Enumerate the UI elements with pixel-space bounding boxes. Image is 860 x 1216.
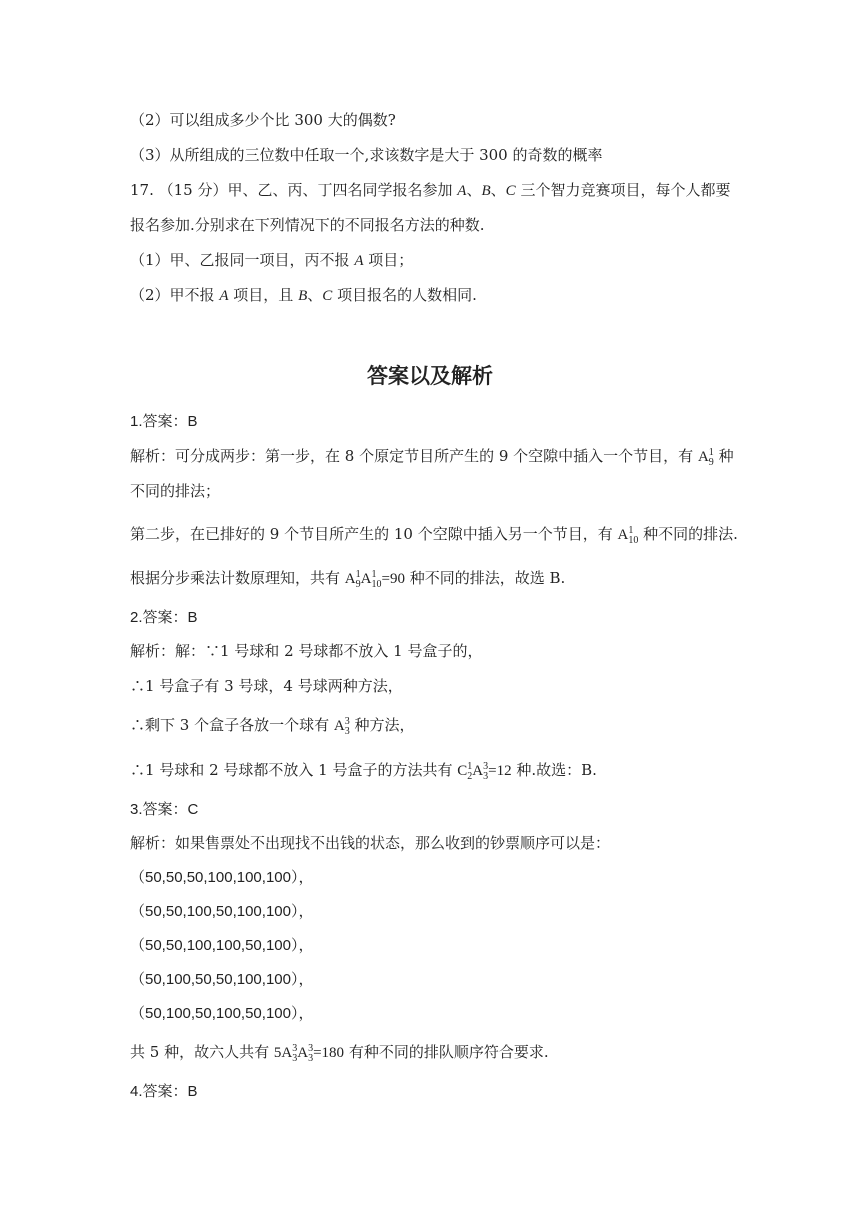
- a1-l3-pre: 第二步，在已排好的 9 个节目所产生的 10 个空隙中插入另一个节目，有: [130, 525, 613, 543]
- answer-3-sequence-2: （50,50,100,50,100,100），: [130, 903, 314, 920]
- q17-1-pre: （1）甲、乙报同一项目，丙不报: [130, 251, 350, 269]
- permutation-product-formula: $A^1_9A^1_{10}$: [344, 569, 382, 590]
- a3-last-post: 有种不同的排队顺序符合要求.: [348, 1043, 549, 1061]
- question-17-part-2: （2）甲不报 A 项目，且 B、C 项目报名的人数相同.: [130, 286, 477, 304]
- permutation-product-formula: $5A^3_3A^3_3$: [273, 1043, 314, 1064]
- answer-3-sequence-4: （50,100,50,50,100,100），: [130, 971, 314, 988]
- a1-l3-post: 种不同的排法.: [643, 525, 738, 543]
- answer-3-sequence-5: （50,100,50,100,50,100），: [130, 1005, 314, 1022]
- question-16-part-3: （3）从所组成的三位数中任取一个,求该数字是大于 300 的奇数的概率: [130, 146, 603, 164]
- question-17-part-1: [130, 250, 413, 270]
- question-17-stem-line-2: 报名参加.分别求在下列情况下的不同报名方法的种数.: [130, 216, 485, 234]
- question-17-text-1: （15 分）甲、乙、丙、丁四名同学报名参加: [158, 181, 453, 199]
- q17-1-item-a: A: [354, 253, 364, 269]
- item-b: B: [481, 183, 491, 199]
- answer-2-line-2: ∴1 号盒子有 3 号球，4 号球两种方法，: [130, 677, 403, 695]
- answer-4-label: 4.答案：B: [130, 1083, 198, 1100]
- a2-l3-post: 种方法，: [354, 716, 415, 734]
- answer-2-label: 2.答案：B: [130, 609, 198, 626]
- q17-2-item-c: C: [322, 288, 333, 304]
- q17-2-pre: （2）甲不报: [130, 286, 215, 304]
- a2-l3-pre: ∴剩下 3 个盒子各放一个球有: [130, 716, 330, 734]
- answer-3-label: 3.答案：C: [130, 801, 199, 818]
- q17-2-item-b: B: [298, 288, 308, 304]
- a3-result: =180: [313, 1045, 345, 1061]
- permutation-formula: $A^3_3$: [333, 716, 350, 737]
- q17-1-post: 项目；: [368, 251, 414, 269]
- answer-3-sequence-3: （50,50,100,100,50,100），: [130, 937, 314, 954]
- question-17-text-2: 三个智力竞赛项目，每个人都要: [520, 181, 731, 199]
- answers-heading: 答案以及解析: [367, 364, 493, 388]
- answer-2-line-3: [130, 715, 415, 735]
- permutation-formula: $A^1_{10}$: [617, 525, 639, 546]
- question-16-part-2: （2）可以组成多少个比 300 大的偶数?: [130, 111, 396, 129]
- answer-2-line-1: 解析：解：∵1 号球和 2 号球都不放入 1 号盒子的，: [130, 642, 483, 660]
- item-c: C: [505, 183, 516, 199]
- a1-l4-post: 种不同的排法，故选 B.: [409, 569, 566, 587]
- answer-1-label: 1.答案：B: [130, 413, 198, 430]
- item-a: A: [457, 183, 467, 199]
- answer-1-line-3: [130, 524, 738, 544]
- a1-l1-post: 种: [718, 447, 734, 465]
- a1-result: =90: [381, 571, 405, 587]
- a1-l1-pre: 解析：可分成两步：第一步，在 8 个原定节目所产生的 9 个空隙中插入一个节目，有: [130, 447, 694, 465]
- answer-1-line-2: 不同的排法；: [130, 482, 221, 500]
- a2-l4-post: 种.故选：B.: [516, 761, 597, 779]
- answer-3-line-1: 解析：如果售票处不出现找不出钱的状态，那么收到的钞票顺序可以是：: [130, 834, 611, 852]
- a3-last-pre: 共 5 种，故六人共有: [130, 1043, 270, 1061]
- q17-2-post: 项目报名的人数相同.: [337, 286, 477, 304]
- q17-2-mid: 项目，且: [233, 286, 294, 304]
- combination-formula: $C^1_2A^3_3$: [457, 761, 489, 782]
- permutation-formula: $A^1_9$: [697, 447, 714, 468]
- question-17-number: 17.: [130, 181, 154, 199]
- answer-3-sequence-1: （50,50,50,100,100,100），: [130, 869, 314, 886]
- answer-2-line-4: [130, 760, 597, 780]
- answer-3-conclusion: [130, 1042, 549, 1062]
- a2-l4-pre: ∴1 号球和 2 号球都不放入 1 号盒子的方法共有: [130, 761, 453, 779]
- a2-result: =12: [488, 763, 512, 779]
- question-17-stem: 17. （15 分）甲、乙、丙、丁四名同学报名参加 A、B、C 三个智力竞赛项目，每个人都要: [130, 181, 731, 199]
- a1-l4-pre: 根据分步乘法计数原理知，共有: [130, 569, 341, 587]
- answer-1-line-4: [130, 568, 565, 588]
- answer-1-line-1: [130, 446, 734, 466]
- q17-2-item-a: A: [219, 288, 229, 304]
